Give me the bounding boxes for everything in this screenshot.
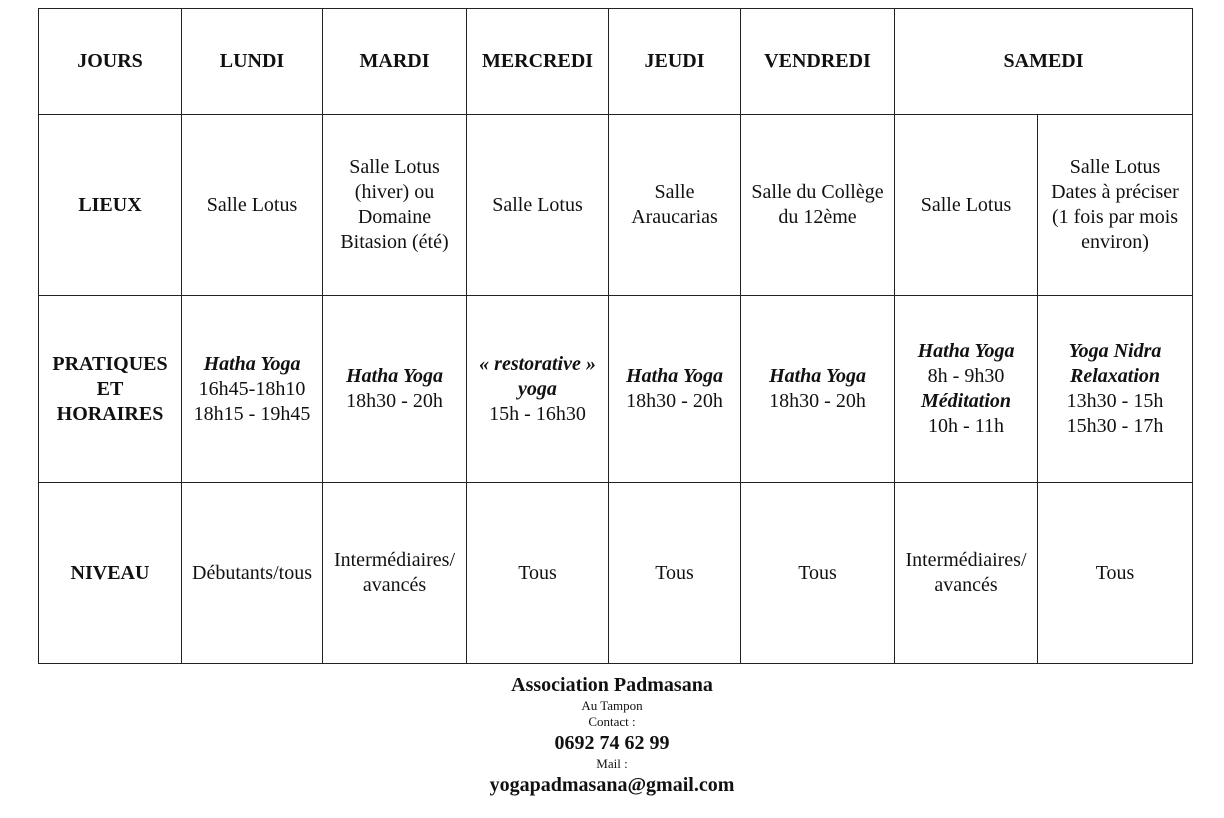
cell-line: Intermédiaires/ <box>333 549 456 571</box>
mail-label: Mail : <box>596 756 628 771</box>
time-slot: 18h30 - 20h <box>346 390 443 412</box>
time-slot: 18h15 - 19h45 <box>193 402 311 425</box>
header-samedi: SAMEDI <box>895 9 1193 115</box>
pratiques-vendredi <box>741 296 895 483</box>
cell-line: Salle Lotus <box>206 193 298 216</box>
row-label-lieux: LIEUX <box>39 115 182 296</box>
header-vendredi: VENDREDI <box>741 9 895 115</box>
niveau-lundi <box>182 483 323 664</box>
pratiques-lundi <box>182 296 323 483</box>
lieux-vendredi <box>741 115 895 296</box>
cell-line: ET <box>96 377 124 400</box>
time-slot: 18h30 - 20h <box>626 390 723 412</box>
cell-line: Tous <box>518 561 557 584</box>
cell-line: HORAIRES <box>56 402 164 425</box>
lieux-mardi <box>323 115 467 296</box>
header-mercredi: MERCREDI <box>467 9 609 115</box>
pratiques-row <box>39 296 1193 483</box>
cell-line: Salle Lotus <box>920 193 1012 216</box>
cell-line: Débutants/tous <box>192 561 312 584</box>
cell-line: Tous <box>1095 561 1135 584</box>
phone-number: 0692 74 62 99 <box>554 732 670 754</box>
row-label-pratiques <box>39 296 182 483</box>
cell-line: Tous <box>655 561 694 584</box>
cell-line: Domaine <box>357 206 432 228</box>
cell-line: (1 fois par mois <box>1051 206 1179 228</box>
lieux-samedi-apres-midi <box>1038 115 1193 296</box>
header-jours: JOURS <box>39 9 182 115</box>
pratiques-mercredi <box>467 296 609 483</box>
niveau-row <box>39 483 1193 664</box>
header-jeudi: JEUDI <box>609 9 741 115</box>
lieux-jeudi <box>609 115 741 296</box>
time-slot: 18h30 - 20h <box>769 390 866 412</box>
organization-name: Association Padmasana <box>511 674 713 696</box>
practice-name: Hatha Yoga <box>769 365 866 387</box>
time-slot: 15h30 - 17h <box>1066 415 1164 437</box>
cell-line: Salle Lotus <box>349 156 440 178</box>
practice-name: Hatha Yoga <box>626 365 723 387</box>
cell-line: Tous <box>798 561 837 584</box>
practice-name: Relaxation <box>1070 365 1161 387</box>
practice-name: « restorative » <box>479 352 596 375</box>
schedule-table <box>38 8 1193 664</box>
lieux-lundi <box>182 115 323 296</box>
niveau-vendredi <box>741 483 895 664</box>
cell-line: du 12ème <box>778 206 857 228</box>
practice-name: yoga <box>518 377 557 400</box>
row-label-niveau: NIVEAU <box>39 483 182 664</box>
practice-name: Hatha Yoga <box>203 352 301 375</box>
time-slot: 10h - 11h <box>928 415 1004 437</box>
cell-line: Intermédiaires/ <box>905 549 1027 571</box>
cell-line: Salle Lotus <box>492 193 583 216</box>
lieux-mercredi <box>467 115 609 296</box>
cell-line: avancés <box>934 574 998 596</box>
pratiques-samedi-matin <box>895 296 1038 483</box>
location-text: Au Tampon <box>581 698 643 713</box>
niveau-jeudi <box>609 483 741 664</box>
email-address: yogapadmasana@gmail.com <box>489 774 735 796</box>
cell-line: Salle <box>654 181 695 203</box>
pratiques-jeudi <box>609 296 741 483</box>
cell-line: Araucarias <box>631 206 718 228</box>
cell-line: Salle du Collège <box>751 181 884 203</box>
cell-line: environ) <box>1081 231 1149 253</box>
niveau-samedi-apres-midi <box>1038 483 1193 664</box>
practice-name: Yoga Nidra <box>1068 340 1162 362</box>
cell-line: avancés <box>362 574 427 596</box>
pratiques-samedi-apres-midi <box>1038 296 1193 483</box>
header-row <box>39 9 1193 115</box>
cell-line: Salle Lotus <box>1069 156 1161 178</box>
niveau-mardi <box>323 483 467 664</box>
cell-line: PRATIQUES <box>52 352 168 375</box>
niveau-mercredi <box>467 483 609 664</box>
cell-line: Dates à préciser <box>1051 181 1179 203</box>
practice-name: Hatha Yoga <box>346 365 443 387</box>
time-slot: 16h45-18h10 <box>198 377 306 400</box>
cell-line: Bitasion (été) <box>340 231 449 253</box>
cell-line: (hiver) ou <box>354 181 435 203</box>
time-slot: 15h - 16h30 <box>489 402 586 425</box>
practice-name: Méditation <box>920 390 1011 412</box>
practice-name: Hatha Yoga <box>917 340 1015 362</box>
contact-footer <box>0 672 1224 798</box>
niveau-samedi-matin <box>895 483 1038 664</box>
contact-label: Contact : <box>588 714 636 729</box>
time-slot: 8h - 9h30 <box>927 365 1005 387</box>
lieux-row <box>39 115 1193 296</box>
pratiques-mardi <box>323 296 467 483</box>
header-lundi: LUNDI <box>182 9 323 115</box>
lieux-samedi-matin <box>895 115 1038 296</box>
header-mardi: MARDI <box>323 9 467 115</box>
time-slot: 13h30 - 15h <box>1066 390 1164 412</box>
